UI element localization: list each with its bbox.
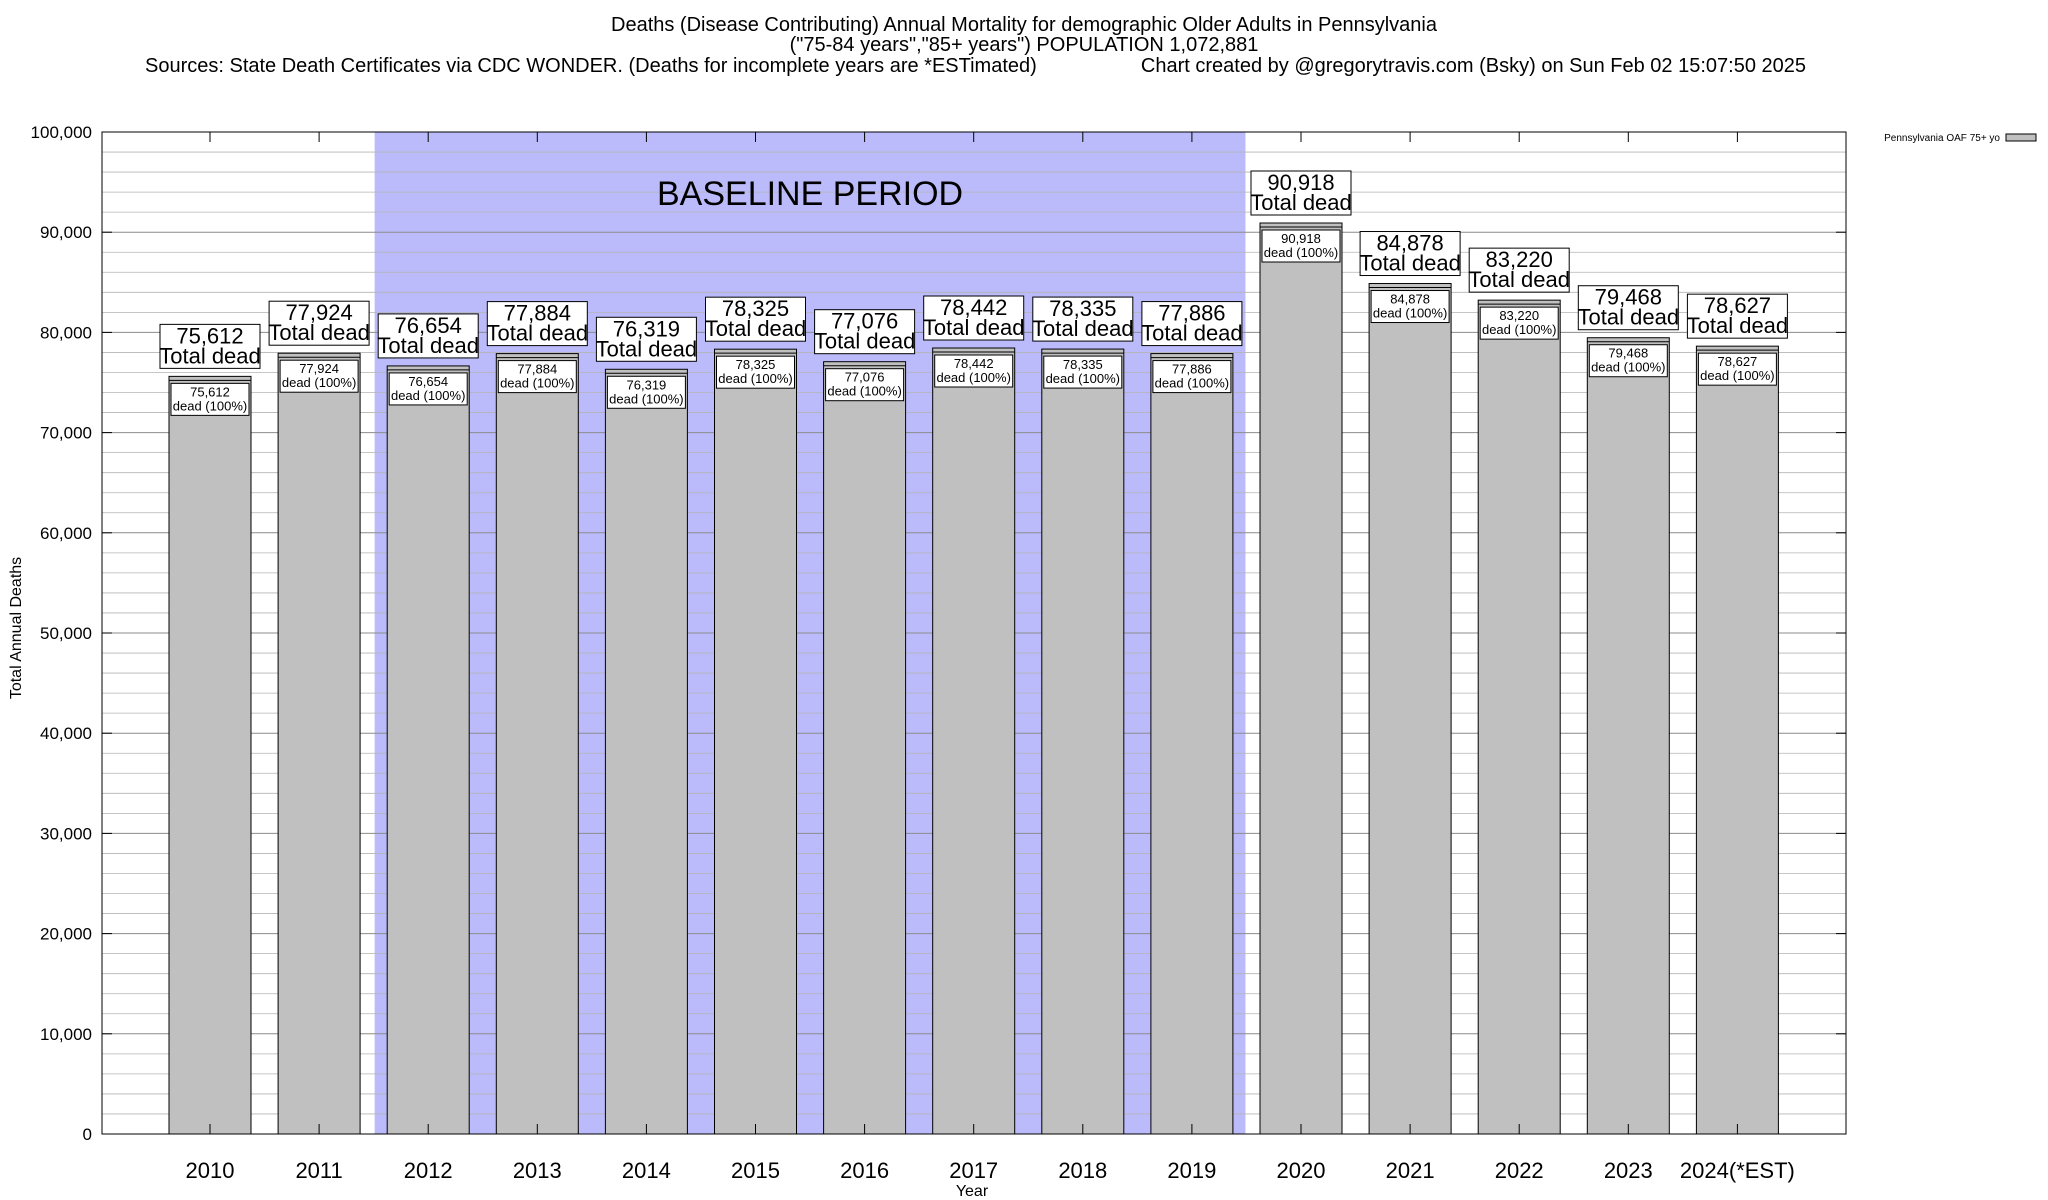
bar-inner-value: 79,468 [1608, 345, 1649, 361]
bar [1478, 300, 1560, 1134]
bar-total-value: 76,654 [394, 312, 462, 338]
bar-total-suffix: Total dead [1250, 190, 1352, 216]
bar-total-value: 75,612 [176, 323, 244, 349]
x-tick-label: 2015 [731, 1158, 780, 1183]
y-tick-label: 90,000 [40, 223, 92, 243]
bar-total-suffix: Total dead [159, 343, 261, 369]
bar-group [596, 316, 698, 1134]
bar-inner-suffix: dead (100%) [936, 370, 1011, 386]
x-tick-label: 2016 [840, 1158, 890, 1183]
bar [278, 353, 360, 1134]
bar-group [1578, 285, 1680, 1134]
bar-total-value: 76,319 [612, 316, 681, 342]
bar [169, 376, 251, 1134]
bar-total-suffix: Total dead [1359, 250, 1461, 276]
chart-sources: Sources: State Death Certificates via CDC WONDER. (Deaths for incomplete years are *ESTimated) [145, 55, 1037, 77]
bar-inner-value: 78,627 [1717, 354, 1758, 370]
bars [159, 170, 1788, 1134]
bar [933, 348, 1015, 1134]
bar-total-suffix: Total dead [1686, 313, 1789, 339]
bar-group [1687, 293, 1789, 1134]
bar-group [923, 295, 1025, 1134]
bar-inner-value: 76,319 [626, 377, 667, 393]
x-tick-label: 2013 [512, 1158, 562, 1183]
bar-inner-value: 76,654 [408, 373, 449, 389]
bar-inner-suffix: dead (100%) [1700, 368, 1775, 384]
bar-group [1250, 170, 1352, 1134]
bar-total-value: 90,918 [1267, 170, 1335, 196]
x-tick-label: 2017 [949, 1158, 999, 1183]
legend-label: Pennsylvania OAF 75+ yo [1884, 133, 2000, 144]
bar-total-value: 78,325 [721, 296, 790, 322]
x-tick-label: 2022 [1494, 1158, 1544, 1183]
bar-group [1032, 296, 1134, 1134]
bar-total-value: 79,468 [1594, 284, 1662, 310]
bar-group [814, 309, 916, 1134]
bar-total-value: 77,924 [285, 300, 353, 326]
y-tick-label: 80,000 [40, 323, 92, 343]
bar-inner-suffix: dead (100%) [172, 398, 248, 414]
bar-total-value: 78,335 [1049, 296, 1117, 322]
y-tick-label: 60,000 [40, 523, 92, 543]
legend [1884, 133, 2036, 144]
bar-inner-value: 83,220 [1499, 308, 1540, 324]
bar-inner-suffix: dead (100%) [1591, 359, 1666, 375]
bar-inner-suffix: dead (100%) [718, 371, 793, 387]
bar [1587, 338, 1669, 1134]
bar-inner-suffix: dead (100%) [827, 383, 902, 399]
bar-total-value: 83,220 [1485, 247, 1553, 273]
bar-total-value: 78,627 [1703, 293, 1772, 319]
bar-inner-suffix: dead (100%) [609, 391, 684, 407]
bar-group [705, 296, 807, 1134]
bar [605, 369, 687, 1134]
bar-total-suffix: Total dead [595, 336, 698, 362]
bar-total-suffix: Total dead [268, 320, 370, 346]
x-tick-label: 2019 [1167, 1158, 1217, 1183]
legend-swatch [2006, 134, 2036, 141]
chart-credit: Chart created by @gregorytravis.com (Bsky) on Sun Feb 02 15:07:50 2025 [1140, 55, 1806, 77]
y-tick-label: 30,000 [40, 824, 92, 844]
bar-total-value: 77,886 [1158, 300, 1226, 326]
bar-total-suffix: Total dead [1141, 320, 1243, 346]
bar-inner-suffix: dead (100%) [1481, 322, 1557, 338]
bar-total-suffix: Total dead [1032, 316, 1134, 342]
bar-total-suffix: Total dead [486, 320, 589, 346]
bar-inner-suffix: dead (100%) [1154, 375, 1230, 391]
bar-total-suffix: Total dead [1468, 267, 1570, 293]
bar [1151, 354, 1233, 1134]
bar-inner-suffix: dead (100%) [1045, 371, 1121, 387]
bar-total-suffix: Total dead [1577, 304, 1680, 330]
chart-titles [145, 14, 1806, 77]
x-tick-label: 2014 [621, 1158, 671, 1183]
bar-total-suffix: Total dead [377, 332, 479, 358]
bar [1260, 223, 1342, 1134]
bar-inner-value: 78,335 [1062, 357, 1103, 373]
x-tick-label: 2011 [295, 1158, 343, 1183]
y-tick-label: 20,000 [40, 924, 92, 944]
bar-inner-value: 78,442 [953, 356, 994, 372]
y-tick-label: 10,000 [40, 1024, 92, 1044]
y-tick-label: 70,000 [40, 423, 92, 443]
bar-inner-value: 84,878 [1390, 291, 1430, 307]
y-tick-label: 50,000 [40, 624, 92, 643]
bar [1369, 284, 1451, 1134]
bar-inner-suffix: dead (100%) [281, 375, 357, 391]
x-tick-label: 2023 [1603, 1158, 1653, 1183]
bar-total-value: 78,442 [940, 295, 1008, 321]
bar-inner-suffix: dead (100%) [1263, 245, 1339, 261]
y-tick-label: 40,000 [40, 724, 92, 744]
y-tick-label: 100,000 [30, 123, 92, 142]
bar-inner-value: 78,325 [735, 357, 776, 373]
chart-title-line-2: ("75-84 years","85+ years") POPULATION 1,072,881 [789, 34, 1259, 56]
x-axis-title: Year [955, 1183, 989, 1200]
bar-inner-value: 77,924 [299, 361, 339, 377]
x-tick-label: 2010 [185, 1158, 235, 1183]
bar-group [377, 313, 479, 1134]
bar-total-value: 84,878 [1376, 230, 1444, 256]
baseline-period-label: BASELINE PERIOD [656, 175, 964, 213]
bar [824, 362, 906, 1134]
bar-group [1468, 247, 1570, 1134]
bar-inner-suffix: dead (100%) [1372, 305, 1448, 321]
bar-inner-value: 77,884 [517, 361, 558, 377]
bar-total-value: 77,884 [503, 300, 571, 326]
bar-group [487, 301, 589, 1134]
bar-group [1141, 301, 1243, 1134]
bar [387, 366, 469, 1134]
bar [1696, 346, 1778, 1134]
bar [715, 349, 797, 1134]
bar-group [159, 323, 261, 1134]
x-tick-label: 2024(*EST) [1679, 1158, 1795, 1183]
bar-inner-suffix: dead (100%) [500, 375, 575, 391]
x-tick-label: 2018 [1058, 1158, 1108, 1183]
bar-inner-value: 90,918 [1281, 231, 1321, 247]
bar-total-value: 77,076 [830, 308, 899, 334]
bar-inner-suffix: dead (100%) [390, 387, 466, 403]
bar [1042, 349, 1124, 1134]
bar-inner-value: 77,076 [844, 369, 885, 385]
bar-total-suffix: Total dead [813, 328, 916, 354]
bar-total-suffix: Total dead [704, 316, 807, 342]
chart-title-line-1: Deaths (Disease Contributing) Annual Mortality for demographic Older Adults in Pennsylvania [611, 14, 1437, 36]
x-tick-label: 2012 [403, 1158, 453, 1183]
bar-inner-value: 75,612 [190, 384, 230, 400]
y-tick-label: 0 [82, 1125, 92, 1144]
bar-inner-value: 77,886 [1172, 361, 1212, 377]
y-axis-title: Total Annual Deaths [8, 556, 25, 700]
bar [496, 354, 578, 1134]
x-tick-label: 2020 [1276, 1158, 1326, 1183]
bar-group [1359, 231, 1461, 1134]
bar-group [268, 300, 370, 1134]
bar-total-suffix: Total dead [922, 315, 1025, 341]
x-tick-label: 2021 [1385, 1158, 1435, 1183]
